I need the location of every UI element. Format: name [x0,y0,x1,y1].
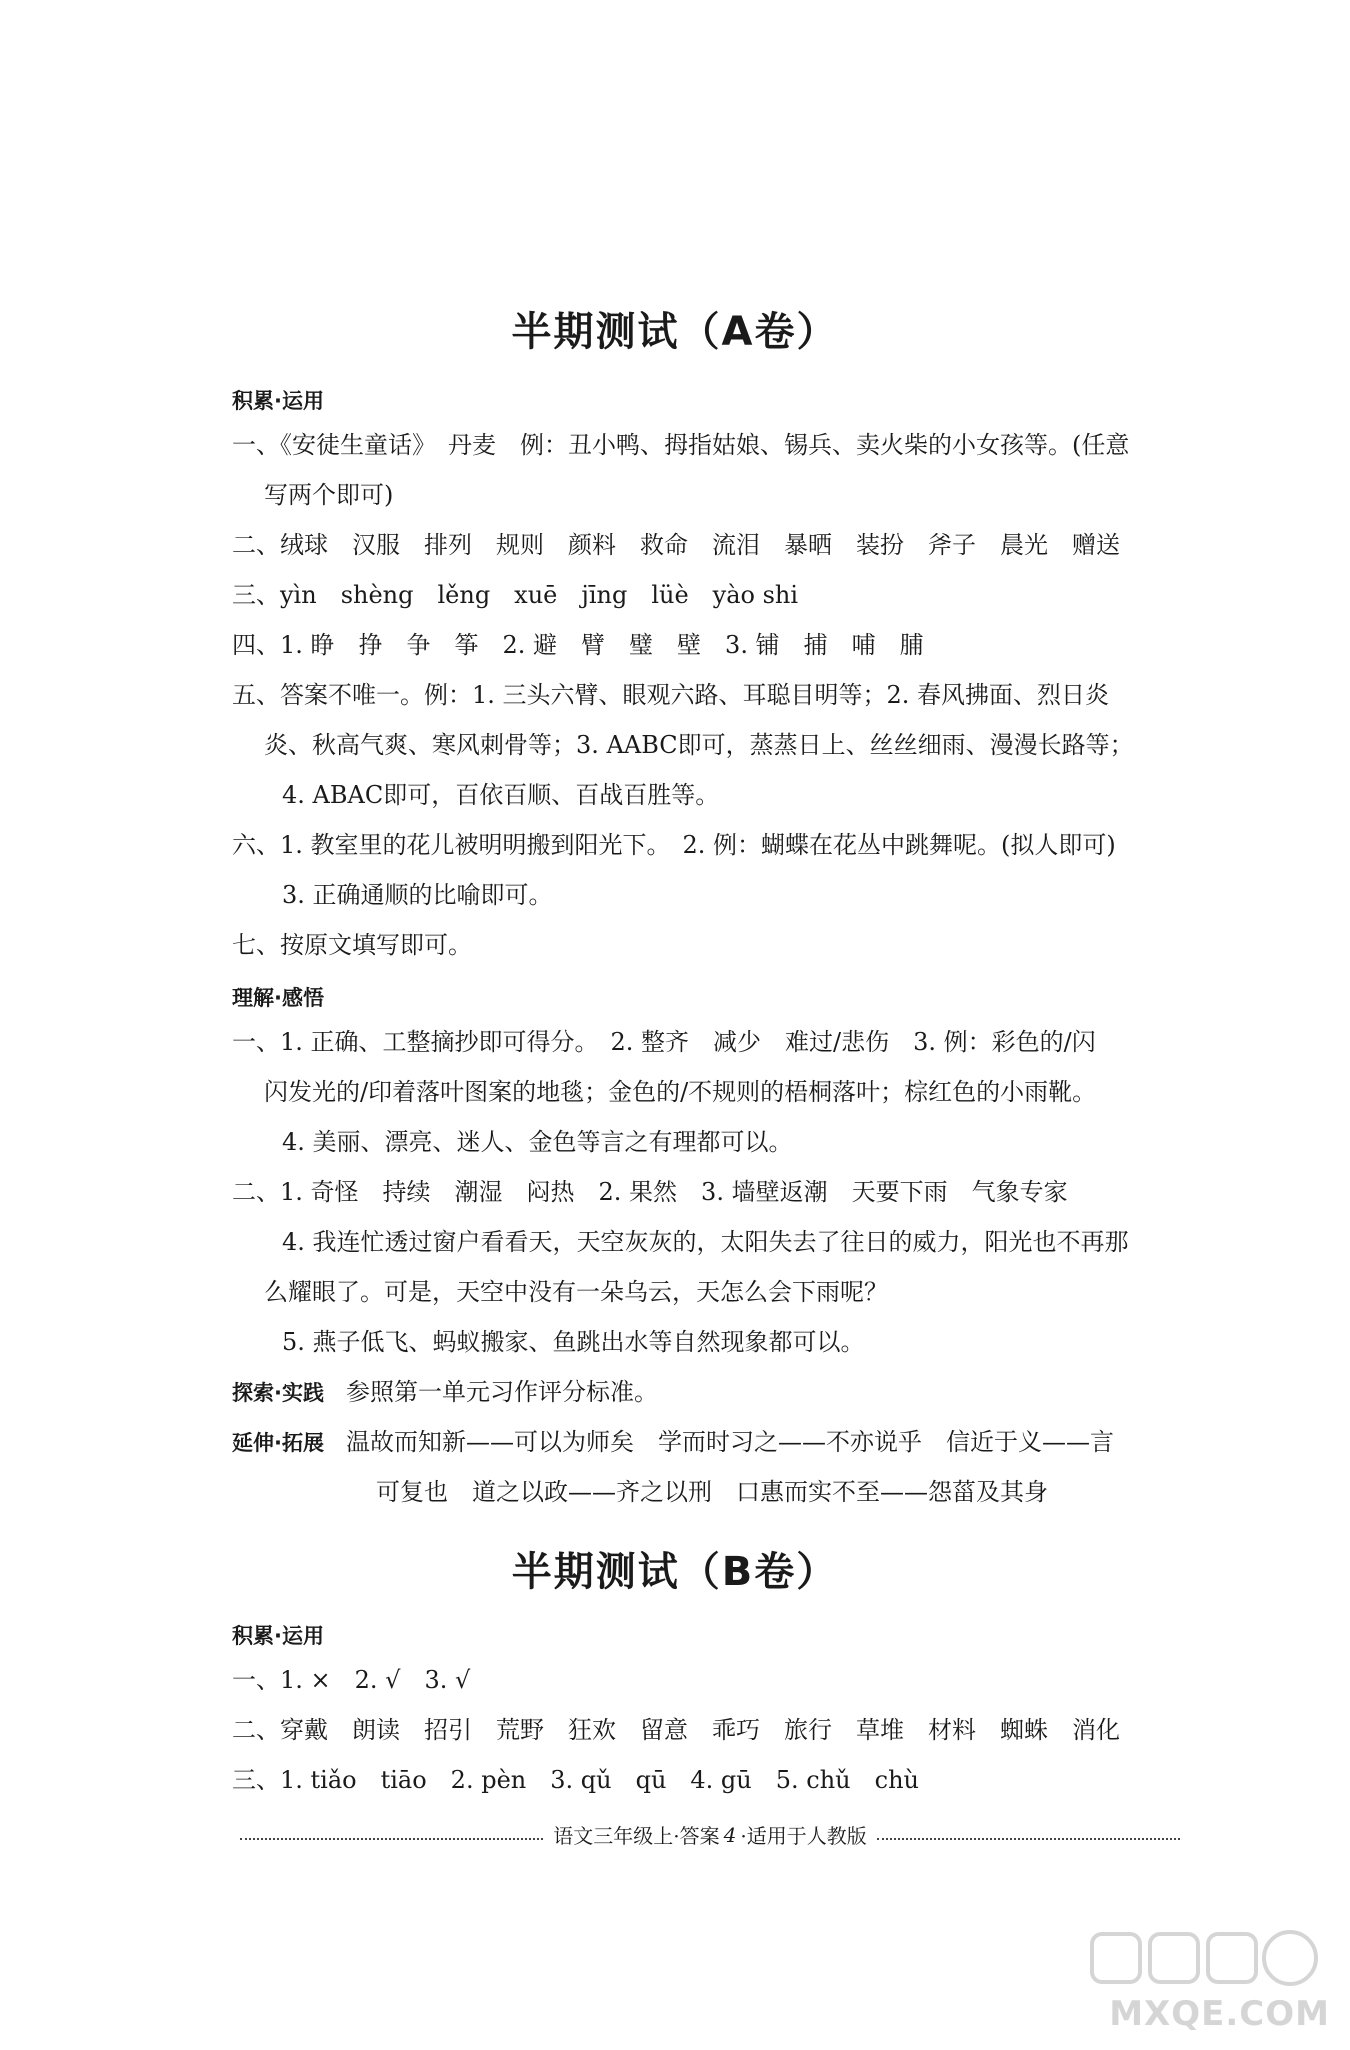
part-a-q1-line1: 一、《安徒生童话》 丹麦 例：丑小鸭、拇指姑娘、锡兵、卖火柴的小女孩等。(任意 [232,431,1130,459]
part-a-r1-line1: 一、1. 正确、工整摘抄即可得分。 2. 整齐 减少 难过/悲伤 3. 例：彩色的/闪 [232,1028,1096,1056]
part-a-r2-line4: 5. 燕子低飞、蚂蚁搬家、鱼跳出水等自然现象都可以。 [282,1328,865,1356]
part-a-q5-line2: 炎、秋高气爽、寒风刺骨等；3. AABC即可，蒸蒸日上、丝丝细雨、漫漫长路等； [264,731,1134,759]
part-a-section-explore: 探索·实践 [232,1381,324,1405]
part-b-q2: 二、穿戴 朗读 招引 荒野 狂欢 留意 乖巧 旅行 草堆 材料 蜘蛛 消化 [232,1716,1120,1744]
part-a-q1-line2: 写两个即可) [264,481,394,509]
part-a-r2-line3: 么耀眼了。可是，天空中没有一朵乌云，天怎么会下雨呢？ [264,1278,888,1306]
part-a-r1-line3: 4. 美丽、漂亮、迷人、金色等言之有理都可以。 [282,1128,793,1156]
footer-edition-label: ·适用于人教版 [740,1824,867,1848]
part-a-r2-line1: 二、1. 奇怪 持续 潮湿 闷热 2. 果然 3. 墙壁返潮 天要下雨 气象专家 [232,1178,1068,1206]
part-a-section-accumulation: 积累·运用 [232,389,324,413]
part-a-extend-line2: 可复也 道之以政——齐之以刑 口惠而实不至——怨菑及其身 [376,1478,1048,1506]
part-a-q5-line3: 4. ABAC即可，百依百顺、百战百胜等。 [282,781,720,809]
part-b-q3: 三、1. tiǎo tiāo 2. pèn 3. qǔ qū 4. gū 5. chǔ chù [232,1766,919,1794]
part-b-q1: 一、1. × 2. √ 3. √ [232,1666,471,1694]
watermark-logo-icon [1090,1928,1320,1988]
part-a-q7: 七、按原文填写即可。 [232,931,472,959]
part-a-section-understanding: 理解·感悟 [232,986,324,1010]
footer-dots-right [877,1838,1180,1840]
part-b-section-accumulation: 积累·运用 [232,1624,324,1648]
part-a-extend-row [232,1427,1114,1458]
part-b-title: 半期测试（B卷） [511,1549,839,1595]
part-a-extend-line1: 温故而知新——可以为师矣 学而时习之——不亦说乎 信近于义——言 [345,1428,1114,1456]
watermark [1080,1928,1330,2038]
part-a-q6-line1: 六、1. 教室里的花儿被明明搬到阳光下。 2. 例：蝴蝶在花丛中跳舞呢。(拟人即可) [232,831,1116,859]
page-footer [230,1820,1190,1849]
part-a-section-extend: 延伸·拓展 [232,1431,324,1455]
watermark-text: MXQE.COM [1109,1994,1330,2034]
part-a-explore-text: 参照第一单元习作评分标准。 [345,1378,658,1406]
part-a-explore-row [232,1377,658,1408]
footer-page-number: 4 [723,1822,737,1847]
part-a-r2-line2: 4. 我连忙透过窗户看看天，天空灰灰的，太阳失去了往日的威力，阳光也不再那 [282,1228,1129,1256]
footer-dots-left [240,1838,543,1840]
part-a-q2: 二、绒球 汉服 排列 规则 颜料 救命 流泪 暴晒 装扮 斧子 晨光 赠送 [232,531,1120,559]
part-a-q6-line2: 3. 正确通顺的比喻即可。 [282,881,553,909]
footer-book-label: 语文三年级上·答案 [553,1824,720,1848]
part-a-title: 半期测试（A卷） [511,309,839,355]
part-a-q3: 三、yìn shèng lěng xuē jīng lüè yào shi [232,581,799,609]
part-a-q4: 四、1. 睁 挣 争 筝 2. 避 臂 璧 壁 3. 铺 捕 哺 脯 [232,631,924,659]
part-a-q5-line1: 五、答案不唯一。例：1. 三头六臂、眼观六路、耳聪目明等；2. 春风拂面、烈日炎 [232,681,1110,709]
part-a-r1-line2: 闪发光的/印着落叶图案的地毯；金色的/不规则的梧桐落叶；棕红色的小雨靴。 [264,1078,1097,1106]
